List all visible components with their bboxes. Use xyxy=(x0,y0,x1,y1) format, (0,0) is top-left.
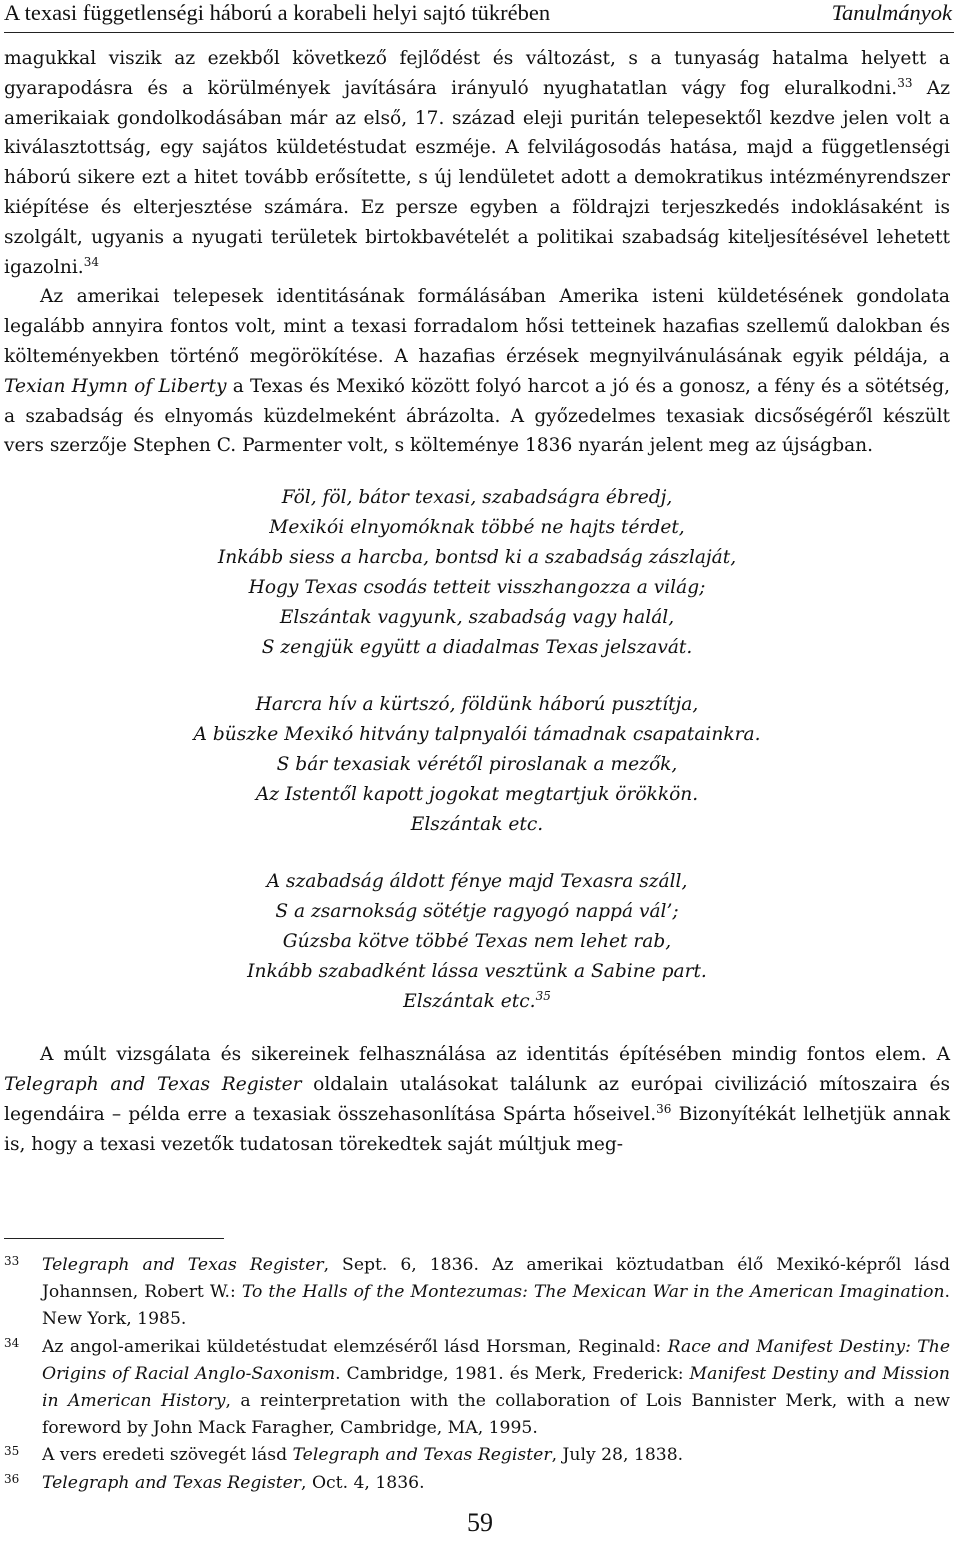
poem-line: Elszántak etc. xyxy=(410,814,544,836)
poem-line: Az Istentől kapott jogokat megtartjuk örökkön. xyxy=(255,784,699,806)
poem-line: Inkább siess a harcba, bontsd ki a szabadság zászlaját, xyxy=(217,547,737,569)
poem-line: Elszántak etc.$^{35}$ xyxy=(403,989,551,1013)
footnote-number: 35 xyxy=(4,1444,20,1459)
footnote-ref-36[interactable]: 36 xyxy=(656,1101,672,1116)
footnote-number: 33 xyxy=(4,1254,20,1268)
footnote-ref-33[interactable]: 33 xyxy=(897,75,913,90)
poem-line: S bár texasiak vérétől piroslanak a mezők, xyxy=(276,754,678,776)
newspaper-title: Telegraph and Texas Register xyxy=(4,1073,302,1095)
main-text xyxy=(4,44,950,1159)
header-rule xyxy=(4,32,954,33)
poem-line: Föl, föl, bátor texasi, szabadságra ébredj, xyxy=(281,487,673,509)
footnote-ref-34[interactable]: 34 xyxy=(83,254,99,269)
footnotes xyxy=(4,1252,950,1497)
poem-line: S a zsarnokság sötétje ragyogó nappá vál’; xyxy=(275,901,679,923)
poem-stanza-3 xyxy=(4,867,950,1017)
poem-stanza-2 xyxy=(4,690,950,840)
poem-line: A szabadság áldott fénye majd Texasra száll, xyxy=(266,871,688,893)
header-title: A texasi függetlenségi háború a korabeli helyi sajtó tükrében xyxy=(4,0,551,25)
footnote-34: 34 Az angol-amerikai küldetéstudat elemzéséről lásd Horsman, Reginald: Race and Manifest Destiny: The Origins of Racial Anglo-Saxonism. Cambridge, 1981. és Merk, Frederick: Manifest Destiny and Mission in American History, a reinterpretation with the collaboration of Lois Bannister Merk, with a new foreword by John Mack Faragher, Cambridge, MA, 1995. xyxy=(4,1334,950,1443)
hymn-title: Texian Hymn of Liberty xyxy=(4,375,227,397)
poem-line: Harcra hív a kürtszó, földünk háború pusztítja, xyxy=(255,694,699,716)
footnote-36: 36 Telegraph and Texas Register, Oct. 4, 1836. xyxy=(4,1470,950,1497)
poem-line: S zengjük együtt a diadalmas Texas jelszavát. xyxy=(261,637,693,659)
footnote-35: 35 A vers eredeti szövegét lásd Telegraph and Texas Register, July 28, 1838. xyxy=(4,1442,950,1469)
footnote-number: 34 xyxy=(4,1335,20,1350)
footnote-rule xyxy=(4,1238,224,1239)
poem-line: Inkább szabadként lássa vesztünk a Sabine part. xyxy=(247,961,707,983)
paragraph-1: magukkal viszik az ezekből következő fejlődést és változást, s a tunyaság hatalma helyett a gyarapodásra és a körülmények javítására irányuló nyughatatlan vágy fog eluralkodni.$^{33}$ Az amerikaiak gondolkodásában már az első, 17. század eleji puritán telepesektől kezdve jelen volt a kiválasztottság, egy sajátos küldetéstudat eszméje. A felvilágosodás hatása, majd a függetlenségi háború sikere ezt a hitet tovább erősítette, s új lendületet adott a demokratikus intézményrendszer kiépítése és elterjesztése számára. Ez persze egyben a földrajzi terjeszkedés indoklásaként is szolgált, ugyanis a nyugati területek birtokbavételét a politikai szabadság kiteljesítésével lehetett igazolni.$^{34}$ xyxy=(4,48,950,278)
poem-line: A büszke Mexikó hitvány talpnyalói támadnak csapatainkra. xyxy=(193,724,761,746)
poem-line: Elszántak vagyunk, szabadság vagy halál, xyxy=(279,607,675,629)
poem-line: Hogy Texas csodás tetteit visszhangozza a világ; xyxy=(248,577,706,599)
footnote-number: 36 xyxy=(4,1471,20,1486)
header-section: Tanulmányok xyxy=(831,0,952,25)
poem-line: Gúzsba kötve többé Texas nem lehet rab, xyxy=(282,931,672,953)
poem-stanza-1 xyxy=(4,483,950,663)
running-header xyxy=(4,0,952,30)
footnote-ref-35[interactable]: 35 xyxy=(535,989,551,1004)
page-number: 59 xyxy=(467,1508,493,1537)
paragraph-3: A múlt vizsgálata és sikereinek felhasználása az identitás építésében mindig fontos elem. A Telegraph and Texas Register oldalain utalásokat találunk az európai civilizáció mítoszaira és legendáira – példa erre a texasiak összehasonlítása Spárta hőseivel.$^{36}$ Bizonyítékát lelhetjük annak is, hogy a texasi vezetők tudatosan törekedtek saját múltjuk meg- xyxy=(4,1044,950,1155)
poem-line: Mexikói elnyomóknak többé ne hajts térdet, xyxy=(269,517,685,539)
footnote-33: 33 Telegraph and Texas Register, Sept. 6, 1836. Az amerikai köztudatban élő Mexikó-képről lásd Johannsen, Robert W.: To the Halls of the Montezumas: The Mexican War in the American Imagination. New York, 1985. xyxy=(4,1252,950,1334)
paragraph-2: Az amerikai telepesek identitásának formálásában Amerika isteni küldetésének gondolata legalább annyira fontos volt, mint a texasi forradalom hősi tetteinek hazafias szellemű dalokban és költeményekben történő megörökítése. A hazafias érzések megnyilvánulásának egyik példája, a Texian Hymn of Liberty a Texas és Mexikó között folyó harcot a jó és a gonosz, a fény és a sötétség, a szabadság és elnyomás küzdelmeként ábrázolta. A győzedelmes texasiak dicsőségéről készült vers szerzője Stephen C. Parmenter volt, s költeménye 1836 nyarán jelent meg az újságban. xyxy=(4,286,951,457)
